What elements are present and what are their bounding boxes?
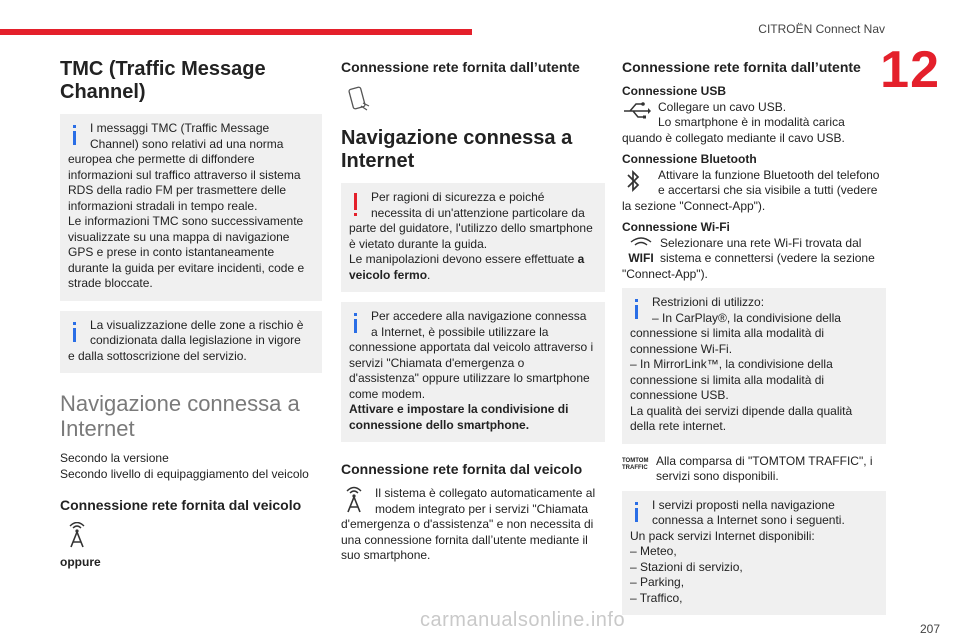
box-line: La qualità dei servizi dipende dalla qualità <box>630 403 853 418</box>
box-line: Per ragioni di sicurezza e poiché <box>371 190 545 204</box>
usb-label: Connessione USB <box>622 84 727 98</box>
watermark: carmanualsonline.info <box>420 609 626 631</box>
wifi-text <box>622 236 886 283</box>
info-icon <box>630 498 652 526</box>
wifi-label: Connessione Wi-Fi <box>622 220 730 234</box>
info-icon <box>630 295 652 323</box>
text-line: quando è collegato mediante il cavo USB. <box>622 130 845 145</box>
bluetooth-label: Connessione Bluetooth <box>622 152 757 166</box>
tmc-info-box <box>60 114 322 301</box>
box-line: a Internet, è possibile utilizzare la <box>371 324 549 339</box>
text-line: servizi sono disponibili. <box>656 469 779 483</box>
column-3 <box>622 58 886 625</box>
box-line: connessa a Internet sono i seguenti. <box>652 513 845 527</box>
vehicle-connection-text <box>341 486 605 564</box>
vehicle-connection-heading: Connessione rete fornita dal veicolo <box>60 497 302 513</box>
box-line: Restrizioni di utilizzo: <box>652 295 765 309</box>
text-line: Collegare un cavo USB. <box>658 99 787 114</box>
column-2 <box>341 58 605 570</box>
text-line: Secondo livello di equipaggiamento del veicolo <box>60 466 309 481</box>
usb-icon <box>622 100 658 128</box>
text-line: Il sistema è collegato automaticamente al <box>375 486 596 500</box>
bluetooth-icon <box>622 168 658 196</box>
text-line: Alla comparsa di "TOMTOM TRAFFIC", i <box>656 453 873 468</box>
box-text: Le manipolazioni devono essere effettuate <box>349 252 575 266</box>
box-line: necessita di un'attenzione particolare da <box>371 205 585 220</box>
nav-title-col2: Navigazione connessa a Internet <box>341 127 573 172</box>
box-line: – In MirrorLink™, la condivisione della <box>630 357 833 371</box>
box-line: I servizi proposti nella navigazione <box>652 497 835 512</box>
box-line: I messaggi TMC (Traffic Message <box>90 121 270 135</box>
text-line: suo smartphone. <box>341 548 431 562</box>
box-line: Un pack servizi Internet disponibili: <box>630 528 815 543</box>
box-line: – Parking, <box>630 575 685 589</box>
smartphone-icon <box>345 84 605 119</box>
box-line: connessione si limita alla modalità di <box>630 326 825 340</box>
box-line: europea che permette di diffondere <box>68 152 255 166</box>
vehicle-connection-heading-2: Connessione rete fornita dal veicolo <box>341 461 583 477</box>
box-line: – Traffico, <box>630 590 683 605</box>
version-text <box>60 451 322 482</box>
box-line: La visualizzazione delle zone a rischio è <box>90 317 304 332</box>
tomtom-text <box>622 454 886 485</box>
wifi-icon-text: WIFI <box>628 251 654 265</box>
box-line: condizionata dalla legislazione in vigore <box>90 333 301 347</box>
box-line: è vietato durante la guida. <box>349 236 488 251</box>
box-line: Per accedere alla navigazione connessa <box>371 309 587 323</box>
user-connection-heading-2: Connessione rete fornita dall’utente <box>622 59 861 75</box>
page-number: 207 <box>919 622 940 636</box>
connection-info-box <box>341 302 605 442</box>
box-line: e dalla sottoscrizione del servizio. <box>68 348 247 363</box>
text-line: modem integrato per i servizi "Chiamata <box>375 501 589 516</box>
text-line: Attivare la funzione Bluetooth del telefono <box>658 167 880 182</box>
text-line: Lo smartphone è in modalità carica <box>658 115 845 129</box>
safety-warning-box <box>341 183 605 292</box>
box-line: strade bloccate. <box>68 276 153 290</box>
text-line: sistema e connettersi (vedere la sezione <box>660 251 875 265</box>
box-line: come modem. <box>349 386 426 401</box>
box-line: d'assistenza" oppure utilizzare lo smartphone <box>349 371 590 385</box>
info-icon <box>349 309 371 337</box>
header-accent-bar <box>0 29 472 35</box>
warning-icon <box>349 190 371 218</box>
tmc-title: TMC (Traffic Message Channel) <box>60 58 266 103</box>
restrictions-info-box <box>622 288 886 444</box>
column-1 <box>60 58 322 577</box>
box-line: connessione apportata dal veicolo attraverso i <box>349 340 594 354</box>
box-line: durante la guida per evitare incidenti, code e <box>68 260 305 275</box>
box-line: parte del guidatore, l'utilizzo dello smartphone <box>349 221 593 235</box>
oppure-text: oppure <box>60 555 101 569</box>
box-line: GPS e prese in conto istantaneamente <box>68 245 275 259</box>
box-line: Le manipolazioni devono essere effettuate a veicolo fermo. <box>349 252 585 282</box>
box-line: – Stazioni di servizio, <box>630 559 743 574</box>
text-line: d'emergenza o d'assistenza" e non necessita di <box>341 517 594 531</box>
box-line: connessione si limita alla modalità di <box>630 372 825 387</box>
bluetooth-text <box>622 168 886 215</box>
wifi-icon <box>622 236 660 266</box>
box-line: RDS della radio FM per trasmettere delle <box>68 183 287 197</box>
box-line: Channel) sono relativi ad una norma <box>90 136 284 151</box>
box-bold-text: a veicolo fermo <box>349 252 585 282</box>
box-bold-line: Attivare e impostare la condivisione di connessione dello smartphone. <box>349 402 569 432</box>
box-line: servizi "Chiamata d'emergenza o <box>349 355 525 370</box>
text-line: e accertarsi che sia visibile a tutti (vedere <box>658 183 878 197</box>
box-line: – Meteo, <box>630 544 677 558</box>
chapter-number: 12 <box>880 41 940 99</box>
box-line: della rete internet. <box>630 419 727 433</box>
text-line: Selezionare una rete Wi-Fi trovata dal <box>660 235 862 250</box>
section-title-nav: Navigazione connessa a Internet <box>60 391 300 441</box>
text-line: una connessione fornita dall’utente mediante il <box>341 532 588 547</box>
box-line: – In CarPlay®, la condivisione della <box>652 310 841 325</box>
antenna-icon <box>341 486 375 516</box>
text-line: la sezione "Connect-App"). <box>622 198 766 213</box>
usb-text <box>622 100 886 147</box>
box-line: connessione USB. <box>630 388 729 402</box>
box-line: informazioni stradali in tempo reale. <box>68 198 258 213</box>
box-line: visualizzate su una mappa di navigazione <box>68 229 290 244</box>
text-line: Secondo la versione <box>60 451 169 465</box>
box-line: informazioni sul traffico attraverso il sistema <box>68 167 301 182</box>
antenna-icon <box>64 522 322 553</box>
manual-title: CITROËN Connect Nav <box>758 22 885 36</box>
info-icon <box>68 318 90 346</box>
zone-info-box <box>60 311 322 374</box>
text-line: "Connect-App"). <box>622 266 708 281</box>
services-info-box <box>622 491 886 616</box>
user-connection-heading: Connessione rete fornita dall’utente <box>341 59 580 75</box>
info-icon <box>68 121 90 149</box>
tomtom-traffic-icon: TOMTOM TRAFFIC <box>622 457 649 471</box>
box-line: connessione Wi-Fi. <box>630 341 733 356</box>
box-line: Le informazioni TMC sono successivamente <box>68 214 304 228</box>
